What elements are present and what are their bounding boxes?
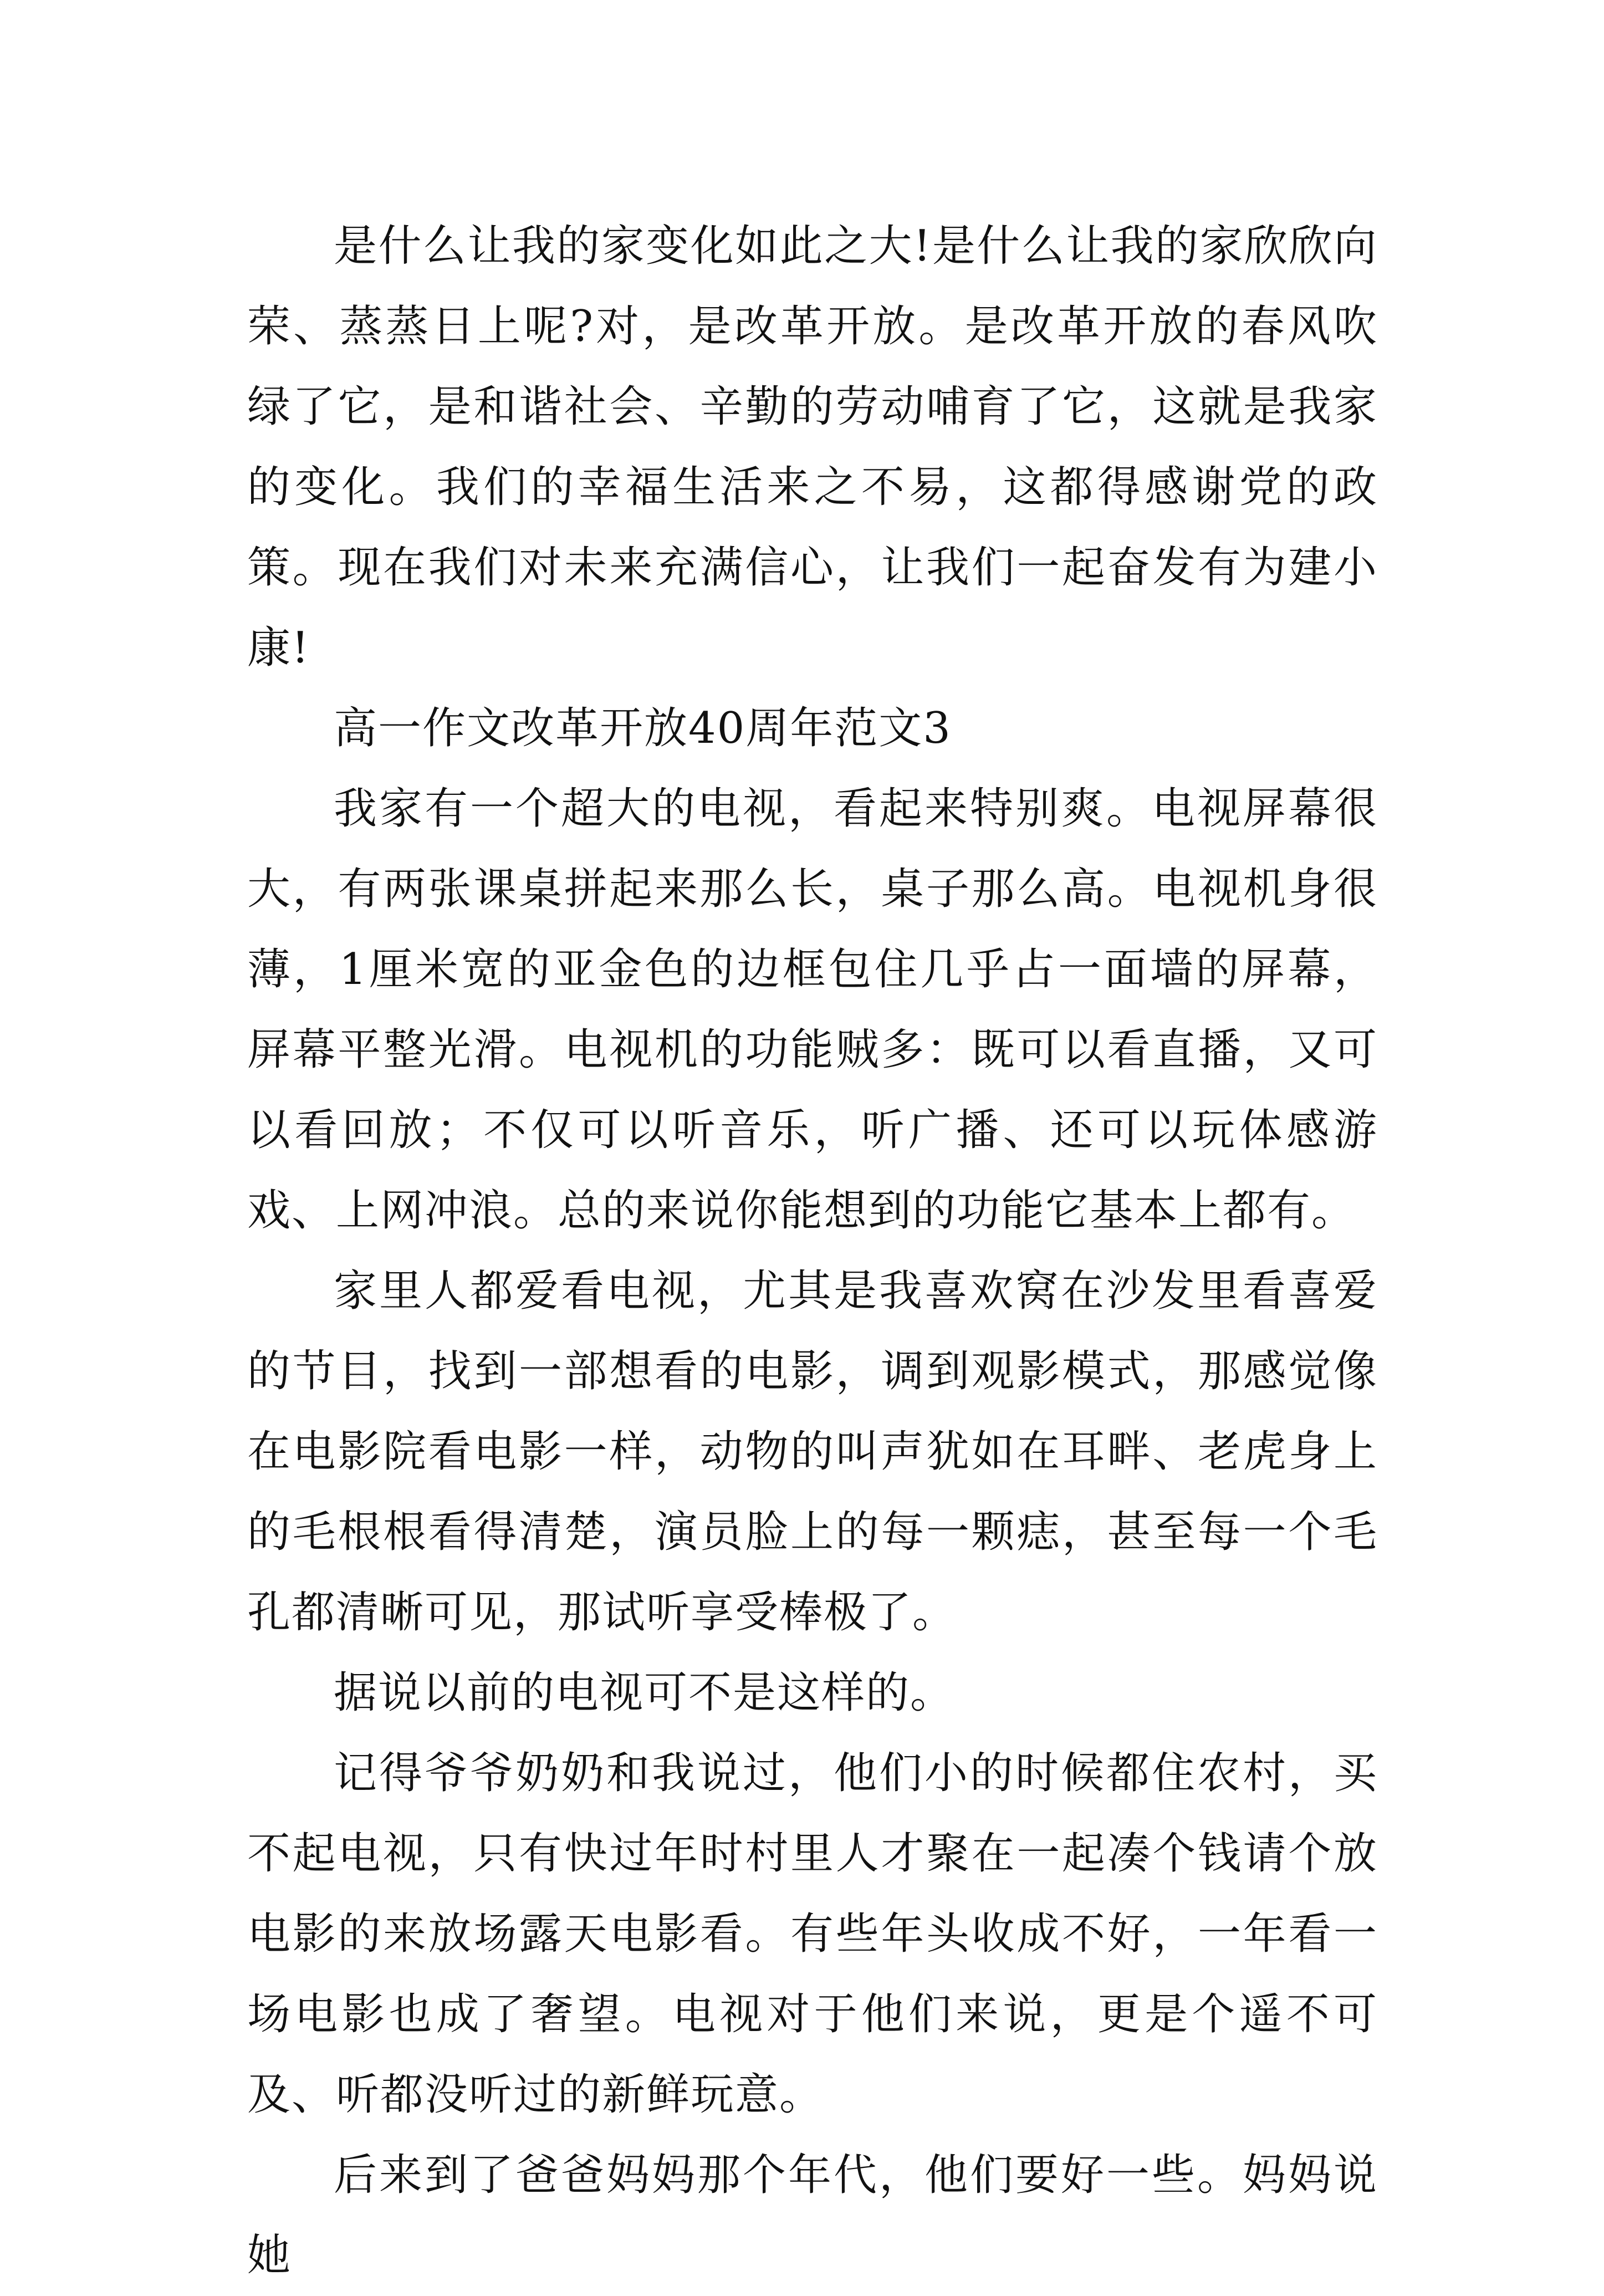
document-body [247,206,1378,2296]
paragraph-4: 记得爷爷奶奶和我说过，他们小的时候都住农村，买不起电视，只有快过年时村里人才聚在一起凑个钱请个放电影的来放场露天电影看。有些年头收成不好，一年看一场电影也成了奢望。电视对于他们来说，更是个遥不可及、听都没听过的新鲜玩意。 [247,1748,1378,2120]
paragraph-intro: 是什么让我的家变化如此之大!是什么让我的家欣欣向荣、蒸蒸日上呢?对，是改革开放。是改革开放的春风吹绿了它，是和谐社会、辛勤的劳动哺育了它，这就是我家的变化。我们的幸福生活来之不易，这都得感谢党的政策。现在我们对未来充满信心，让我们一起奋发有为建小康! [247,221,1378,673]
paragraph-3: 据说以前的电视可不是这样的。 [334,1668,955,1718]
section-title: 高一作文改革开放40周年范文3 [334,703,952,753]
paragraph-5: 后来到了爸爸妈妈那个年代，他们要好一些。妈妈说她 [247,2150,1378,2280]
paragraph-1: 我家有一个超大的电视，看起来特别爽。电视屏幕很大，有两张课桌拼起来那么长，桌子那么高。电视机身很薄，1厘米宽的亚金色的边框包住几乎占一面墙的屏幕，屏幕平整光滑。电视机的功能贼多：既可以看直播，又可以看回放；不仅可以听音乐，听广播、还可以玩体感游戏、上网冲浪。总的来说你能想到的功能它基本上都有。 [247,784,1378,1236]
paragraph-2: 家里人都爱看电视，尤其是我喜欢窝在沙发里看喜爱的节目，找到一部想看的电影，调到观影模式，那感觉像在电影院看电影一样，动物的叫声犹如在耳畔、老虎身上的毛根根看得清楚，演员脸上的每一颗痣，甚至每一个毛孔都清晰可见，那试听享受棒极了。 [247,1266,1378,1637]
